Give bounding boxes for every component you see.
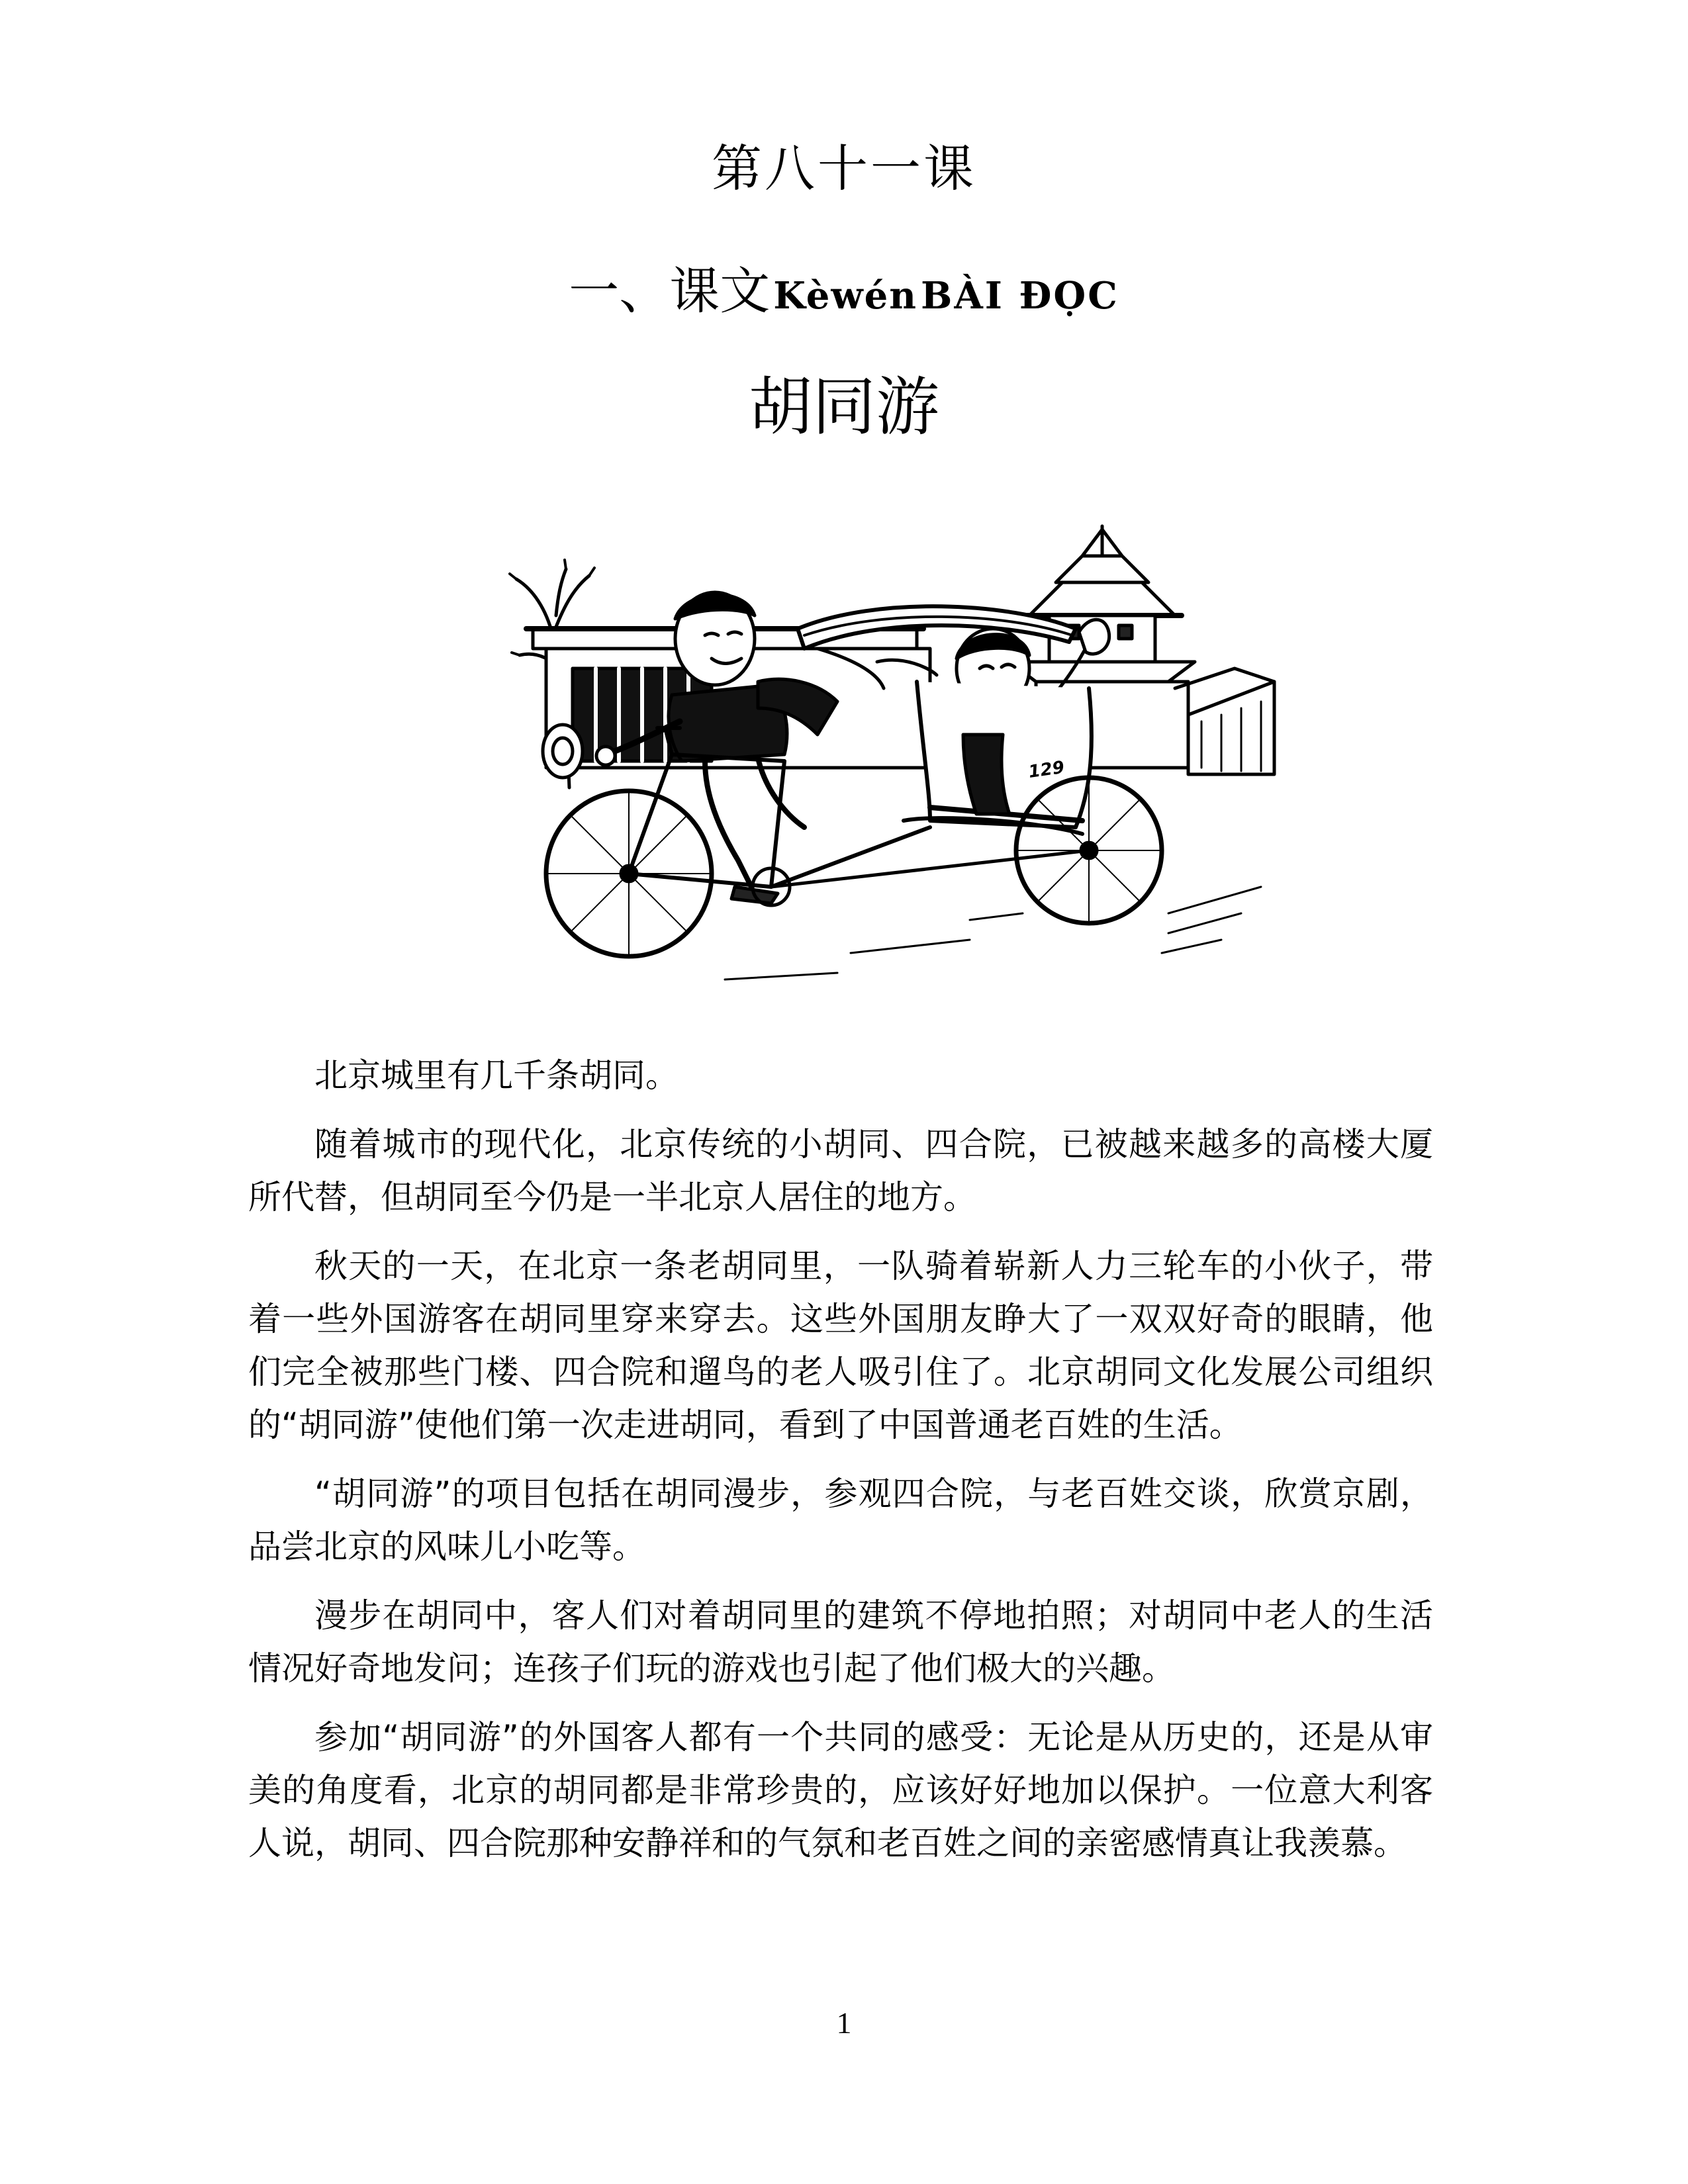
section-heading — [0, 255, 1688, 341]
body-text — [248, 1049, 1433, 1886]
paragraph: 秋天的一天，在北京一条老胡同里，一队骑着崭新人力三轮车的小伙子，带着一些外国游客在胡同里穿来穿去。这些外国朋友睁大了一双双好奇的眼睛，他们完全被那些门楼、四合院和遛鸟的老人吸引住了。北京胡同文化发展公司组织的“胡同游”使他们第一次走进胡同，看到了中国普通老百姓的生活。 — [248, 1247, 1433, 1444]
rickshaw-illustration — [506, 516, 1288, 1006]
text-title: 胡同游 — [749, 370, 939, 444]
paragraph: 随着城市的现代化，北京传统的小胡同、四合院，已被越来越多的高楼大厦所代替，但胡同至今仍是一半北京人居住的地方。 — [248, 1125, 1433, 1216]
section-heading-cn: 一、课文 — [569, 261, 771, 320]
rickshaw-carriage — [904, 682, 1092, 834]
lesson-title: 第八十一课 — [712, 139, 976, 198]
section-heading-vn: BÀI ĐỌC — [921, 274, 1119, 318]
paragraph: 参加“胡同游”的外国客人都有一个共同的感受：无论是从历史的，还是从审美的角度看，北京的胡同都是非常珍贵的，应该好好地加以保护。一位意大利客人说，胡同、四合院那种安静祥和的气氛和老百姓之间的亲密感情真让我羡慕。 — [248, 1718, 1433, 1862]
motion-lines — [725, 887, 1261, 979]
paragraph: 北京城里有几千条胡同。 — [314, 1056, 679, 1095]
paragraph: “胡同游”的项目包括在胡同漫步，参观四合院，与老百姓交谈，欣赏京剧，品尝北京的风味儿小吃等。 — [248, 1475, 1433, 1566]
section-heading-pinyin: Kèwén — [773, 274, 917, 318]
paragraph: 漫步在胡同中，客人们对着胡同里的建筑不停地拍照；对胡同中老人的生活情况好奇地发问；连孩子们玩的游戏也引起了他们极大的兴趣。 — [248, 1596, 1433, 1688]
rickshaw-number: 129 — [1027, 757, 1066, 782]
page-number: 1 — [836, 2006, 852, 2040]
